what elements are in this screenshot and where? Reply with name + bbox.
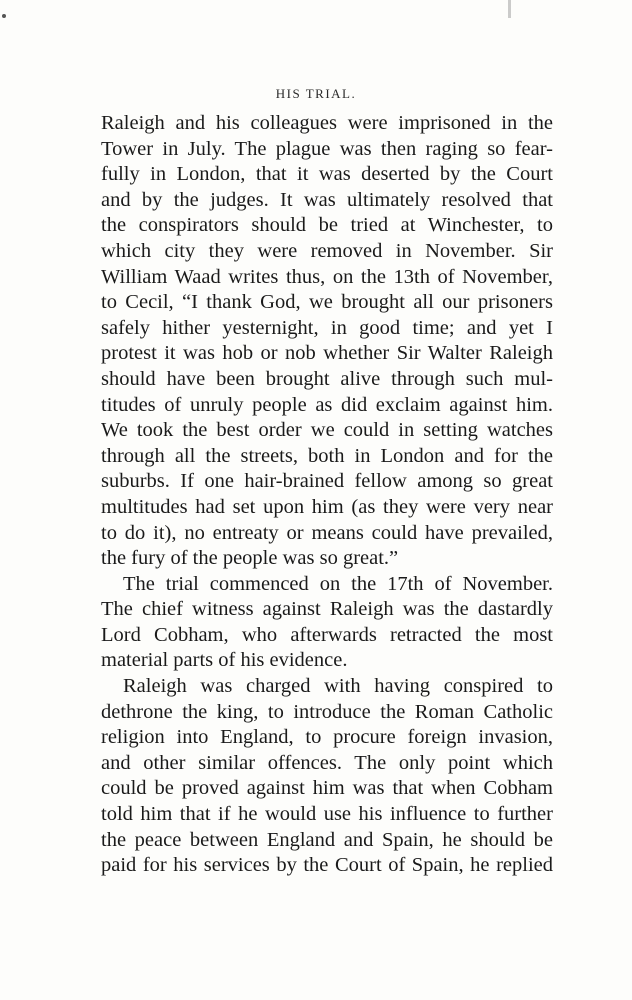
text-line: the peace between England and Spain, he should be	[101, 828, 553, 851]
text-line: safely hither yesternight, in good time; and yet I	[101, 316, 553, 339]
running-head: HIS TRIAL.	[275, 86, 357, 101]
margin-dot	[2, 14, 6, 18]
text-line: told him that if he would use his influence to further	[101, 803, 553, 826]
text-line: through all the streets, both in London and for the	[101, 444, 553, 467]
text-line: should have been brought alive through such mul-	[101, 367, 553, 390]
scan-corner-mark	[508, 0, 511, 18]
text-line: The trial commenced on the 17th of November.	[123, 572, 553, 595]
text-line: Raleigh and his colleagues were imprisoned in the	[101, 112, 553, 134]
text-line: religion into England, to procure foreign invasion,	[101, 726, 553, 749]
text-line: and other similar offences. The only point which	[101, 751, 553, 774]
text-line: suburbs. If one hair-brained fellow among so great	[101, 470, 553, 493]
text-line: titudes of unruly people as did exclaim against him.	[101, 393, 553, 416]
text-line: paid for his services by the Court of Spain, he replied	[101, 854, 553, 877]
text-line: to do it), no entreaty or means could have prevailed,	[101, 521, 553, 544]
text-line: could be proved against him was that when Cobham	[101, 777, 553, 800]
text-line: which city they were removed in November. Sir	[101, 239, 553, 262]
text-line: multitudes had set upon him (as they were very near	[101, 495, 553, 518]
text-line: Lord Cobham, who afterwards retracted the most	[101, 623, 553, 646]
body-text	[101, 111, 553, 879]
text-line: William Waad writes thus, on the 13th of November,	[101, 265, 553, 288]
text-line: Raleigh was charged with having conspired to	[123, 675, 553, 698]
text-line: fully in London, that it was deserted by the Court	[101, 163, 553, 186]
text-line: the conspirators should be tried at Winchester, to	[101, 214, 553, 237]
text-line: protest it was hob or nob whether Sir Walter Raleigh	[101, 342, 553, 365]
text-line: We took the best order we could in setting watches	[101, 419, 553, 442]
text-line: dethrone the king, to introduce the Roman Catholic	[101, 700, 553, 723]
text-line: Tower in July. The plague was then raging so fear-	[101, 137, 553, 160]
text-line: and by the judges. It was ultimately resolved that	[101, 188, 553, 211]
text-line: material parts of his evidence.	[101, 649, 348, 672]
text-line: The chief witness against Raleigh was the dastardly	[101, 598, 553, 621]
text-line: the fury of the people was so great.”	[101, 547, 399, 570]
text-line: to Cecil, “I thank God, we brought all our prisoners	[101, 291, 553, 314]
